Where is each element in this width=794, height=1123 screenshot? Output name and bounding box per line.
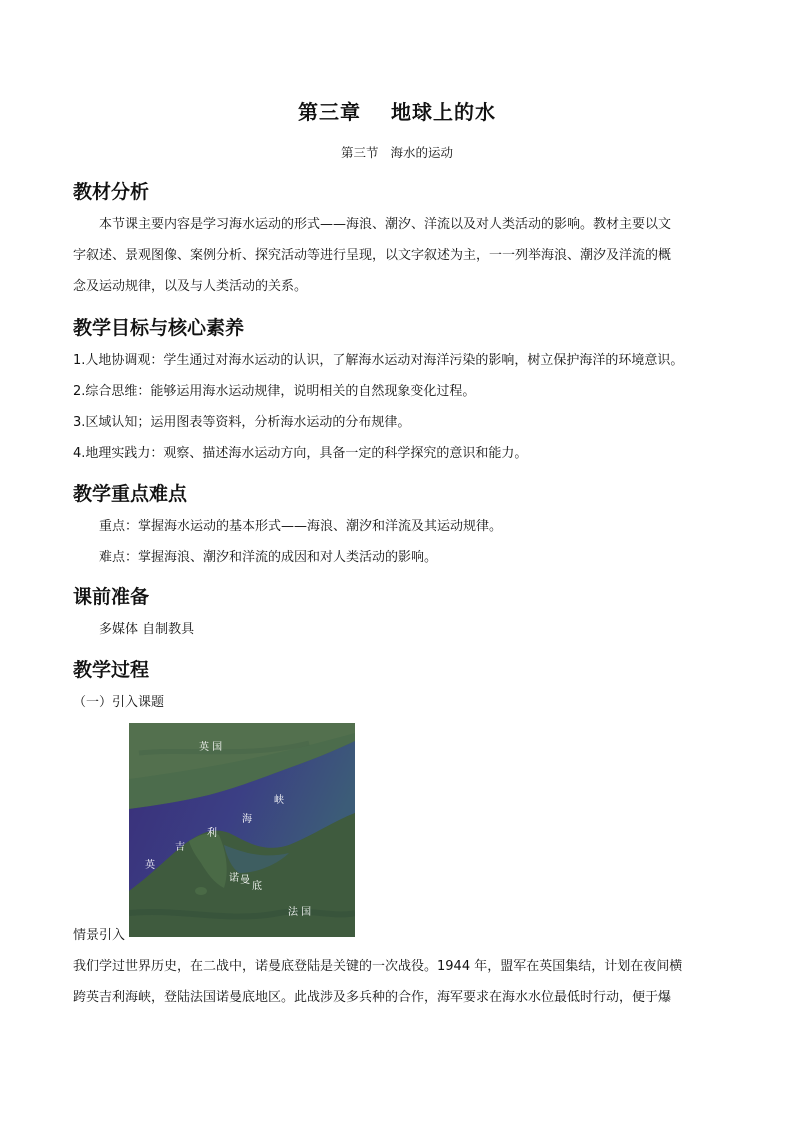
map-label-channel-char-3: 利 xyxy=(207,828,217,839)
heading-teaching-goals: 教学目标与核心素养 xyxy=(73,317,245,339)
chapter-name: 地球上的水 xyxy=(391,100,496,124)
image-caption: 情景引入 xyxy=(73,928,126,943)
difficulty-text: 难点：掌握海浪、潮汐和洋流的成因和对人类活动的影响。 xyxy=(99,550,438,565)
map-label-england: 英 国 xyxy=(199,742,223,753)
heading-teaching-process: 教学过程 xyxy=(73,659,150,681)
analysis-line-1: 本节课主要内容是学习海水运动的形式——海浪、潮汐、洋流以及对人类活动的影响。教材主要以文 xyxy=(99,217,672,232)
heading-textbook-analysis: 教材分析 xyxy=(73,181,150,203)
section-number: 第三节 xyxy=(340,145,379,160)
map-label-channel-char-5: 峡 xyxy=(274,795,284,806)
goal-item-2: 2.综合思维：能够运用海水运动规律，说明相关的自然现象变化过程。 xyxy=(73,384,476,399)
chapter-number: 第三章 xyxy=(298,100,361,124)
heading-key-difficult: 教学重点难点 xyxy=(73,483,188,505)
goal-item-1: 1.人地协调观：学生通过对海水运动的认识，了解海水运动对海洋污染的影响，树立保护海洋的环境意识。 xyxy=(73,353,684,368)
map-label-channel-char-4: 海 xyxy=(242,814,252,825)
goal-item-4: 4.地理实践力：观察、描述海水运动方向，具备一定的科学探究的意识和能力。 xyxy=(73,446,528,461)
map-label-normandy-char-3: 底 xyxy=(252,881,262,892)
step-intro-label: （一）引入课题 xyxy=(73,695,165,710)
english-channel-satellite-image xyxy=(129,723,355,937)
analysis-line-3: 念及运动规律，以及与人类活动的关系。 xyxy=(73,279,308,294)
key-point-text: 重点：掌握海水运动的基本形式——海浪、潮汐和洋流及其运动规律。 xyxy=(99,519,503,534)
preparation-text: 多媒体 自制教具 xyxy=(99,622,195,637)
intro-paragraph-line-1: 我们学过世界历史，在二战中，诺曼底登陆是关键的一次战役。1944 年，盟军在英国集结，计划在夜间横 xyxy=(73,959,683,974)
map-label-channel-char-2: 吉 xyxy=(175,842,185,853)
heading-preparation: 课前准备 xyxy=(73,586,150,608)
goal-item-3: 3.区域认知；运用图表等资料，分析海水运动的分布规律。 xyxy=(73,415,411,430)
section-subtitle xyxy=(0,143,794,161)
map-label-channel-char-1: 英 xyxy=(145,860,155,871)
map-label-france: 法 国 xyxy=(288,907,312,918)
analysis-line-2: 字叙述、景观图像、案例分析、探究活动等进行呈现，以文字叙述为主，一一列举海浪、潮汐及洋流的概 xyxy=(73,248,672,263)
map-label-normandy-char-1: 诺 xyxy=(229,873,239,884)
intro-paragraph-line-2: 跨英吉利海峡，登陆法国诺曼底地区。此战涉及多兵种的合作，海军要求在海水水位最低时行动，便于爆 xyxy=(73,990,672,1005)
map-label-normandy-char-2: 曼 xyxy=(240,875,250,886)
section-name: 海水的运动 xyxy=(390,145,454,160)
chapter-title xyxy=(0,96,794,125)
